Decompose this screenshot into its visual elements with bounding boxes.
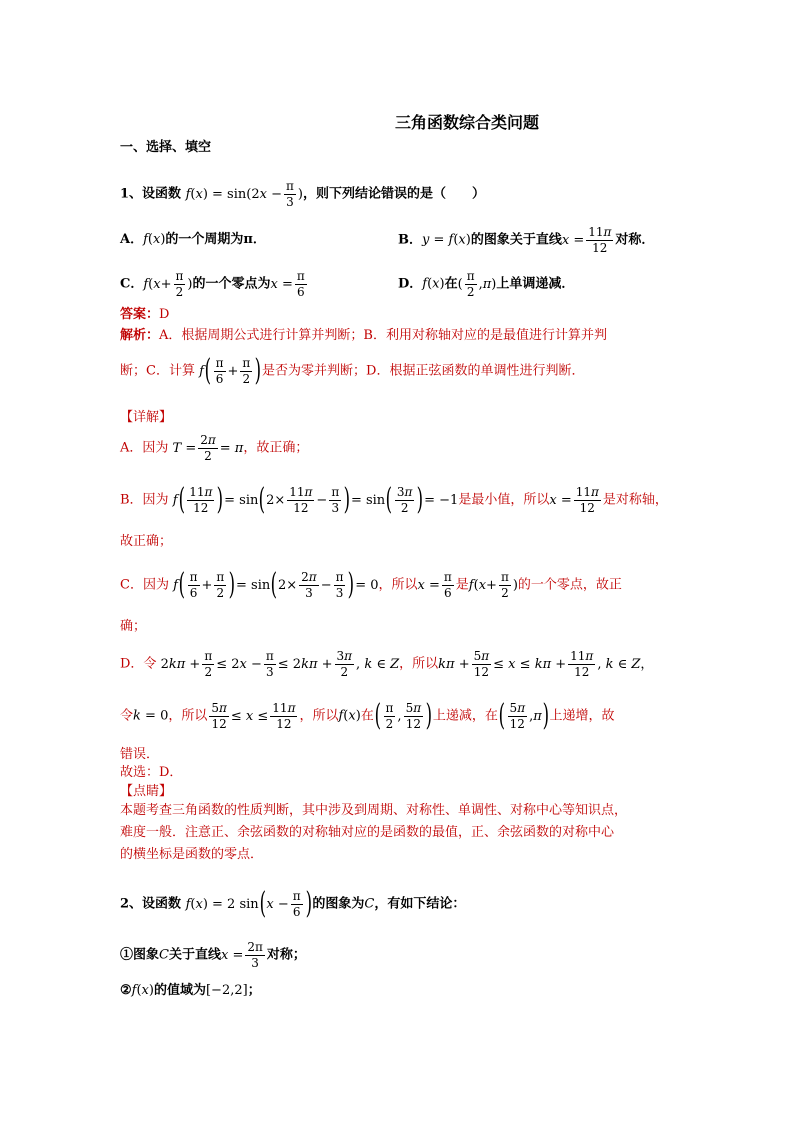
detail-d-mid: ，所以	[399, 656, 439, 672]
analysis-label: 解析：	[120, 328, 160, 343]
detail-d-lead: D．令	[120, 656, 157, 672]
option-b-tail: 对称．	[615, 232, 655, 248]
option-b-mid: 的图象关于直线	[470, 232, 562, 248]
detail-c: C．因为 f( $\frac{\pi}{6}$ + $\frac{\pi}{2}$ )= sin(2× $\frac{2\pi}{3}$ − $\frac{\pi}{3}$ )= 0，所以x = $\frac{\pi}{6}$ 是f(x+ $\frac{\pi}{2}$ )的一个零点，故正	[120, 567, 622, 602]
q2-stem: 2、设函数 f(x) = 2 sin(x − $\frac{\pi}{6}$ )的图象为C，有如下结论：	[120, 886, 466, 921]
analysis-text-1: A．根据周期公式进行计算并判断；B．利用对称轴对应的是最值进行计算并判	[159, 328, 607, 343]
answer-label: 答案：	[120, 307, 160, 322]
comment-line-1: 本题考查三角函数的性质判断，其中涉及到周期、对称性、单调性、对称中心等知识点，	[120, 803, 628, 818]
section-heading: 一、选择、填空	[120, 140, 212, 155]
detail-d-l2e: 上递减，在	[432, 708, 498, 724]
detail-a: A．因为 T = $\frac{2\pi}{2}$ = π，故正确；	[120, 433, 309, 463]
q1-option-b: B．y = f(x)的图象关于直线x = $\frac{11\pi}{12}$ 对称．	[398, 225, 655, 255]
q1-option-c: C．f(x+ $\frac{\pi}{2}$ )的一个零点为x = $\frac{\pi}{6}$	[120, 269, 305, 299]
option-b-label: B．	[398, 232, 422, 248]
q2-number: 2、	[120, 896, 143, 912]
page-title: 三角函数综合类问题	[394, 113, 539, 132]
q2-item1a: ①图象	[120, 947, 160, 963]
detail-c-mid: ，所以	[378, 577, 418, 593]
q1-tail: ，则下列结论错误的是（ ）	[302, 186, 485, 202]
answer-value: D	[159, 307, 170, 322]
option-a-label: A．	[120, 232, 144, 247]
option-d-label: D．	[398, 276, 423, 292]
q2-lead: 设函数	[142, 896, 182, 912]
detail-b-lead: B．因为	[120, 492, 169, 508]
detail-d-l2a: 令	[120, 708, 134, 724]
detail-b-line2: 故正确；	[120, 534, 173, 549]
choose-line: 故选：D．	[120, 765, 183, 780]
analysis-line-2	[120, 353, 585, 388]
comment-line-3: 的横坐标是函数的零点．	[120, 847, 264, 862]
option-c-label: C．	[120, 276, 144, 292]
q1-option-d: D．f(x)在( $\frac{\pi}{2}$ ,π)上单调递减．	[398, 269, 575, 299]
detail-d-l2b: ，所以	[168, 708, 208, 724]
option-d-mid: 在	[444, 276, 458, 292]
q1-option-a: A．f(x)的一个周期为π．	[120, 232, 266, 247]
detail-b-mid: 是最小值，所以	[458, 492, 550, 508]
q2-tail2: ，有如下结论：	[374, 896, 466, 912]
q1-number: 1、	[120, 186, 143, 202]
answer-line	[120, 308, 169, 321]
q2-item-1: ①图象C关于直线x = $\frac{2\pi}{3}$ 对称；	[120, 940, 306, 970]
detail-d-line3: 错误．	[120, 747, 160, 762]
detail-a-lead: A．因为	[120, 440, 169, 456]
detail-d: D．令 2kπ + $\frac{\pi}{2}$ ≤ 2x − $\frac{\pi}{3}$ ≤ 2kπ + $\frac{3\pi}{2}$ , k ∈ Z，所以kπ + $\frac{5\pi}{12}$ ≤ x ≤ kπ + $\frac{11\pi}{12}$ , k ∈ Z，	[120, 649, 654, 679]
q2-item2c: ；	[247, 983, 261, 998]
q2-item2a: ②	[120, 983, 132, 998]
q1-formula: f(x) = sin(2x − $\frac{\pi}{3}$ )	[185, 179, 303, 209]
analysis-text-2a: 断；C．计算	[120, 363, 195, 379]
option-a-text: 的一个周期为π．	[165, 232, 266, 247]
detail-d-l2d: 在	[360, 708, 374, 724]
detail-d-l2c: ，所以	[299, 708, 339, 724]
detail-a-tail: ，故正确；	[243, 440, 309, 456]
detail-d-line2: 令k = 0，所以 $\frac{5\pi}{12}$ ≤ x ≤ $\frac{11\pi}{12}$ ，所以f(x)在( $\frac{\pi}{2}$ , $\frac{5\pi}{12}$ )上递减，在( $\frac{5\pi}{12}$ ,π)上递增，故	[120, 698, 615, 733]
detail-c-line2: 确；	[120, 619, 147, 634]
option-c-text: 的一个零点为	[192, 276, 271, 292]
analysis-formula: f( $\frac{\pi}{6}$ + $\frac{\pi}{2}$ )	[199, 353, 262, 388]
q2-tail: 的图象为	[312, 896, 365, 912]
detail-c-lead: C．因为	[120, 577, 169, 593]
q1-lead: 设函数	[142, 186, 182, 202]
detail-b: B．因为 f( $\frac{11\pi}{12}$ )= sin(2× $\frac{11\pi}{12}$ − $\frac{\pi}{3}$ )= sin( $\frac{3\pi}{2}$ )= −1是最小值，所以x = $\frac{11\pi}{12}$ 是对称轴，	[120, 482, 668, 517]
detail-c-mid2: 是	[455, 577, 469, 593]
detail-b-tail: 是对称轴，	[602, 492, 668, 508]
analysis-line-1	[120, 329, 607, 342]
detail-d-l2f: 上递增，故	[549, 708, 615, 724]
comment-line-2: 难度一般．注意正、余弦函数的对称轴对应的是函数的最值，正、余弦函数的对称中心	[120, 825, 615, 840]
q2-item2b: 的值域为	[153, 983, 206, 998]
q1-stem	[120, 180, 485, 208]
analysis-text-2b: 是否为零并判断；D．根据正弦函数的单调性进行判断．	[262, 363, 585, 379]
comment-header: 【点睛】	[120, 784, 173, 799]
detail-c-tail: 的一个零点，故正	[517, 577, 622, 593]
q2-item-2: ②f(x)的值域为[−2,2]；	[120, 983, 261, 998]
q2-item1c: 对称；	[266, 947, 306, 963]
q2-item1b: 关于直线	[168, 947, 221, 963]
option-d-tail: 上单调递减．	[496, 276, 575, 292]
detail-header: 【详解】	[120, 410, 173, 425]
